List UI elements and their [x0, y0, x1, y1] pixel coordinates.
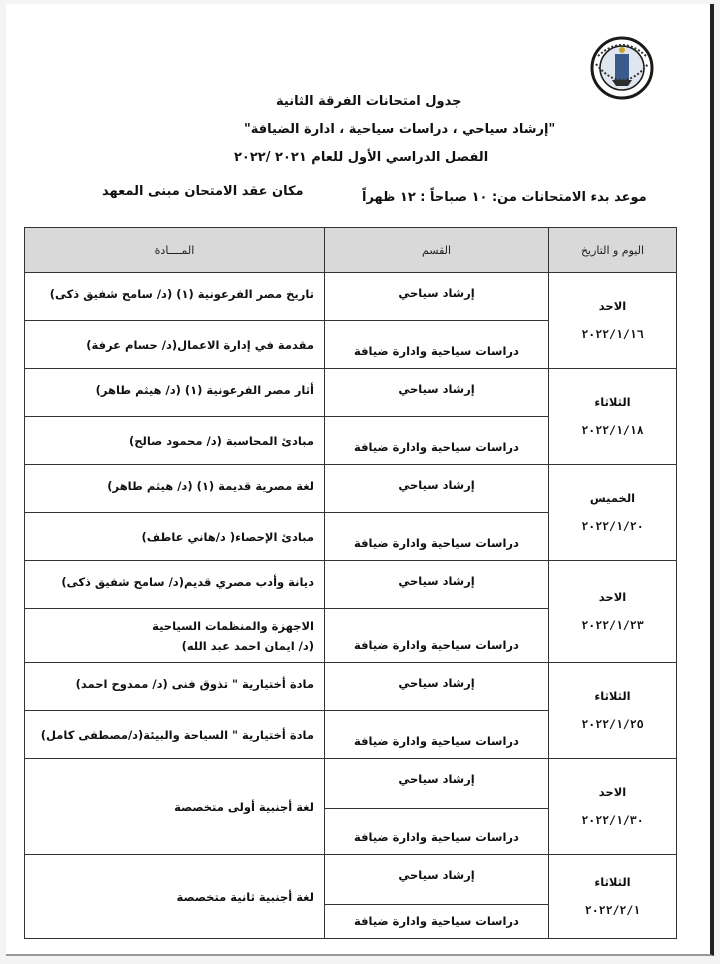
document-page — [6, 4, 714, 956]
subject-cell: مادة أختيارية " السياحة والبيئة(د/مصطفى كامل) — [25, 711, 325, 759]
department-cell: دراسات سياحية وادارة ضيافة — [325, 513, 549, 561]
subject-cell: لغة أجنبية ثانية متخصصة — [25, 855, 325, 939]
table-row — [25, 759, 677, 809]
exam-schedule-table — [24, 227, 677, 939]
day-name: الثلاثاء — [594, 688, 631, 703]
subject-cell: لغة مصرية قديمة (١) (د/ هيثم طاهر) — [25, 465, 325, 513]
day-name: الاحد — [598, 784, 627, 799]
table-row — [25, 855, 677, 905]
table-row — [25, 369, 677, 417]
department-cell: إرشاد سياحي — [325, 465, 549, 513]
subject-cell: مبادئ الإحصاء( د/هاني عاطف) — [25, 513, 325, 561]
subject-cell: ديانة وأدب مصري قديم(د/ سامح شفيق ذكى) — [25, 561, 325, 609]
institute-logo — [588, 34, 656, 102]
subject-cell: مبادئ المحاسبة (د/ محمود صالح) — [25, 417, 325, 465]
exam-venue: مكان عقد الامتحان مبنى المعهد — [102, 184, 304, 199]
subject-instructor-line: (د/ ايمان احمد عبد الله) — [181, 638, 314, 653]
department-cell: إرشاد سياحي — [325, 273, 549, 321]
day-name: الثلاثاء — [594, 394, 631, 409]
department-cell: دراسات سياحية وادارة ضيافة — [325, 609, 549, 663]
department-cell: دراسات سياحية وادارة ضيافة — [325, 905, 549, 939]
exam-date: ٢٠٢٢/١/٣٠ — [581, 812, 644, 827]
table-row — [25, 561, 677, 609]
day-name: الاحد — [598, 298, 627, 313]
exam-date: ٢٠٢٢/٢/١ — [584, 902, 641, 917]
column-header-subject: المــــادة — [25, 228, 325, 273]
subject-cell: مادة أختيارية " تذوق فنى (د/ ممدوح احمد) — [25, 663, 325, 711]
exam-date: ٢٠٢٢/١/٢٥ — [581, 716, 644, 731]
schedule-title: جدول امتحانات الفرقة الثانية — [276, 94, 462, 109]
table-row — [25, 273, 677, 321]
department-cell: إرشاد سياحي — [325, 561, 549, 609]
exam-date: ٢٠٢٢/١/٢٣ — [581, 617, 644, 632]
exam-date: ٢٠٢٢/١/٢٠ — [581, 518, 644, 533]
department-cell: إرشاد سياحي — [325, 759, 549, 809]
date-cell — [549, 663, 677, 759]
department-cell: دراسات سياحية وادارة ضيافة — [325, 711, 549, 759]
day-name: الخميس — [589, 490, 636, 505]
subject-cell — [25, 609, 325, 663]
department-cell: إرشاد سياحي — [325, 855, 549, 905]
exam-date: ٢٠٢٢/١/١٨ — [581, 422, 644, 437]
day-name: الاحد — [598, 589, 627, 604]
date-cell — [549, 273, 677, 369]
exam-date: ٢٠٢٢/١/١٦ — [581, 326, 644, 341]
date-cell — [549, 369, 677, 465]
column-header-date: اليوم و التاريخ — [549, 228, 677, 273]
department-cell: دراسات سياحية وادارة ضيافة — [325, 321, 549, 369]
table-row — [25, 465, 677, 513]
exam-start-time: موعد بدء الامتحانات من: ١٠ صباحاً : ١٢ ظهراً — [362, 190, 647, 205]
date-cell — [549, 759, 677, 855]
department-cell: إرشاد سياحي — [325, 663, 549, 711]
programs-line: "إرشاد سياحي ، دراسات سياحية ، ادارة الضيافة" — [244, 122, 556, 137]
subject-cell: أثار مصر الفرعونية (١) (د/ هيثم طاهر) — [25, 369, 325, 417]
department-cell: إرشاد سياحي — [325, 369, 549, 417]
day-name: الثلاثاء — [594, 874, 631, 889]
subject-cell: لغة أجنبية أولى متخصصة — [25, 759, 325, 855]
subject-cell: مقدمة في إدارة الاعمال(د/ حسام عرفة) — [25, 321, 325, 369]
semester-line: الفصل الدراسي الأول للعام ٢٠٢١ /٢٠٢٢ — [234, 150, 489, 165]
department-cell: دراسات سياحية وادارة ضيافة — [325, 809, 549, 855]
date-cell — [549, 561, 677, 663]
table-row — [25, 663, 677, 711]
date-cell — [549, 465, 677, 561]
department-cell: دراسات سياحية وادارة ضيافة — [325, 417, 549, 465]
date-cell — [549, 855, 677, 939]
subject-cell: تاريخ مصر الفرعونية (١) (د/ سامح شفيق ذكى) — [25, 273, 325, 321]
subject-line: الاجهزة والمنظمات السياحية — [152, 618, 314, 633]
column-header-department: القسم — [325, 228, 549, 273]
table-header-row — [25, 228, 677, 273]
